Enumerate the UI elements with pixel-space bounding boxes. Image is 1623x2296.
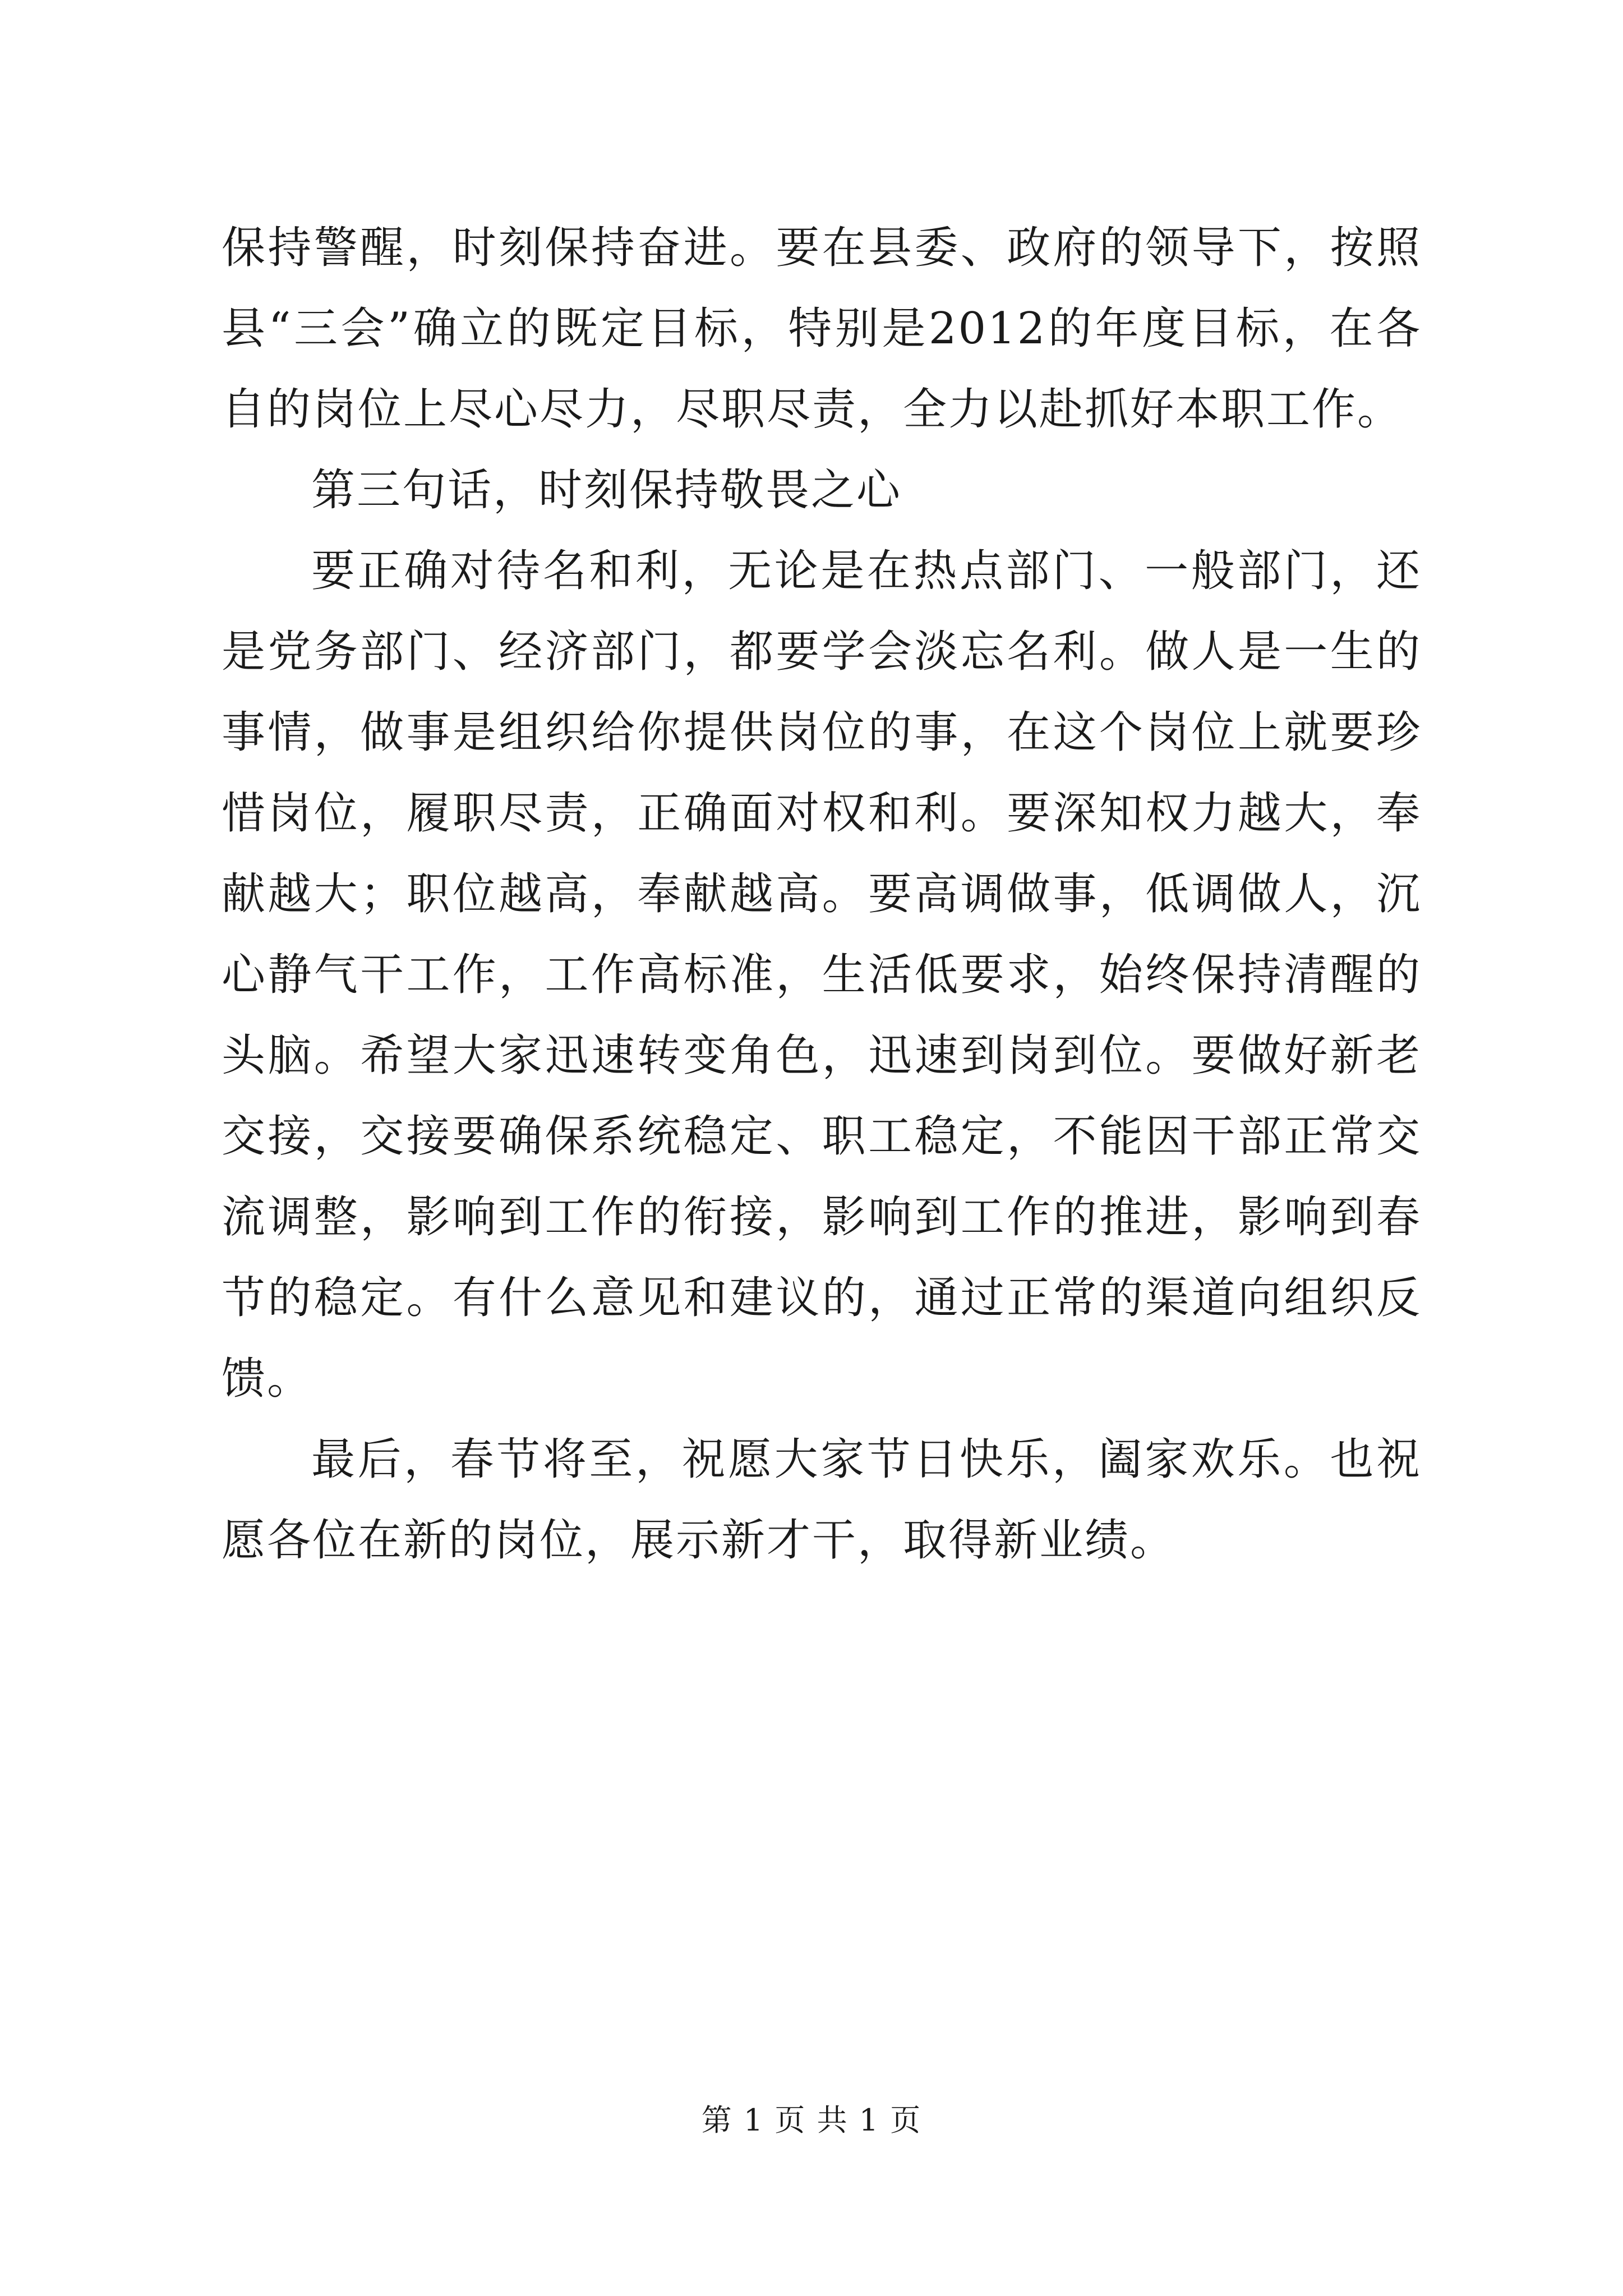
page-number-footer: 第 1 页 共 1 页 xyxy=(701,2102,922,2138)
paragraph: 最后，春节将至，祝愿大家节日快乐，阖家欢乐。也祝愿各位在新的岗位，展示新才干，取得新业绩。 xyxy=(222,1434,1422,1566)
paragraph: 保持警醒，时刻保持奋进。要在县委、政府的领导下，按照县“三会”确立的既定目标，特别是2012的年度目标，在各自的岗位上尽心尽力，尽职尽责，全力以赴抓好本职工作。 xyxy=(222,223,1422,435)
document-body xyxy=(222,208,1422,1581)
paragraph: 要正确对待名和利，无论是在热点部门、一般部门，还是党务部门、经济部门，都要学会淡忘名利。做人是一生的事情，做事是组织给你提供岗位的事，在这个岗位上就要珍惜岗位，履职尽责，正确面对权和利。要深知权力越大，奉献越大；职位越高，奉献越高。要高调做事，低调做人，沉心静气干工作，工作高标准，生活低要求，始终保持清醒的头脑。希望大家迅速转变角色，迅速到岗到位。要做好新老交接，交接要确保系统稳定、职工稳定，不能因干部正常交流调整，影响到工作的衔接，影响到工作的推进，影响到春节的稳定。有什么意见和建议的，通过正常的渠道向组织反馈。 xyxy=(222,546,1422,1404)
section-heading: 第三句话，时刻保持敬畏之心 xyxy=(311,465,902,516)
